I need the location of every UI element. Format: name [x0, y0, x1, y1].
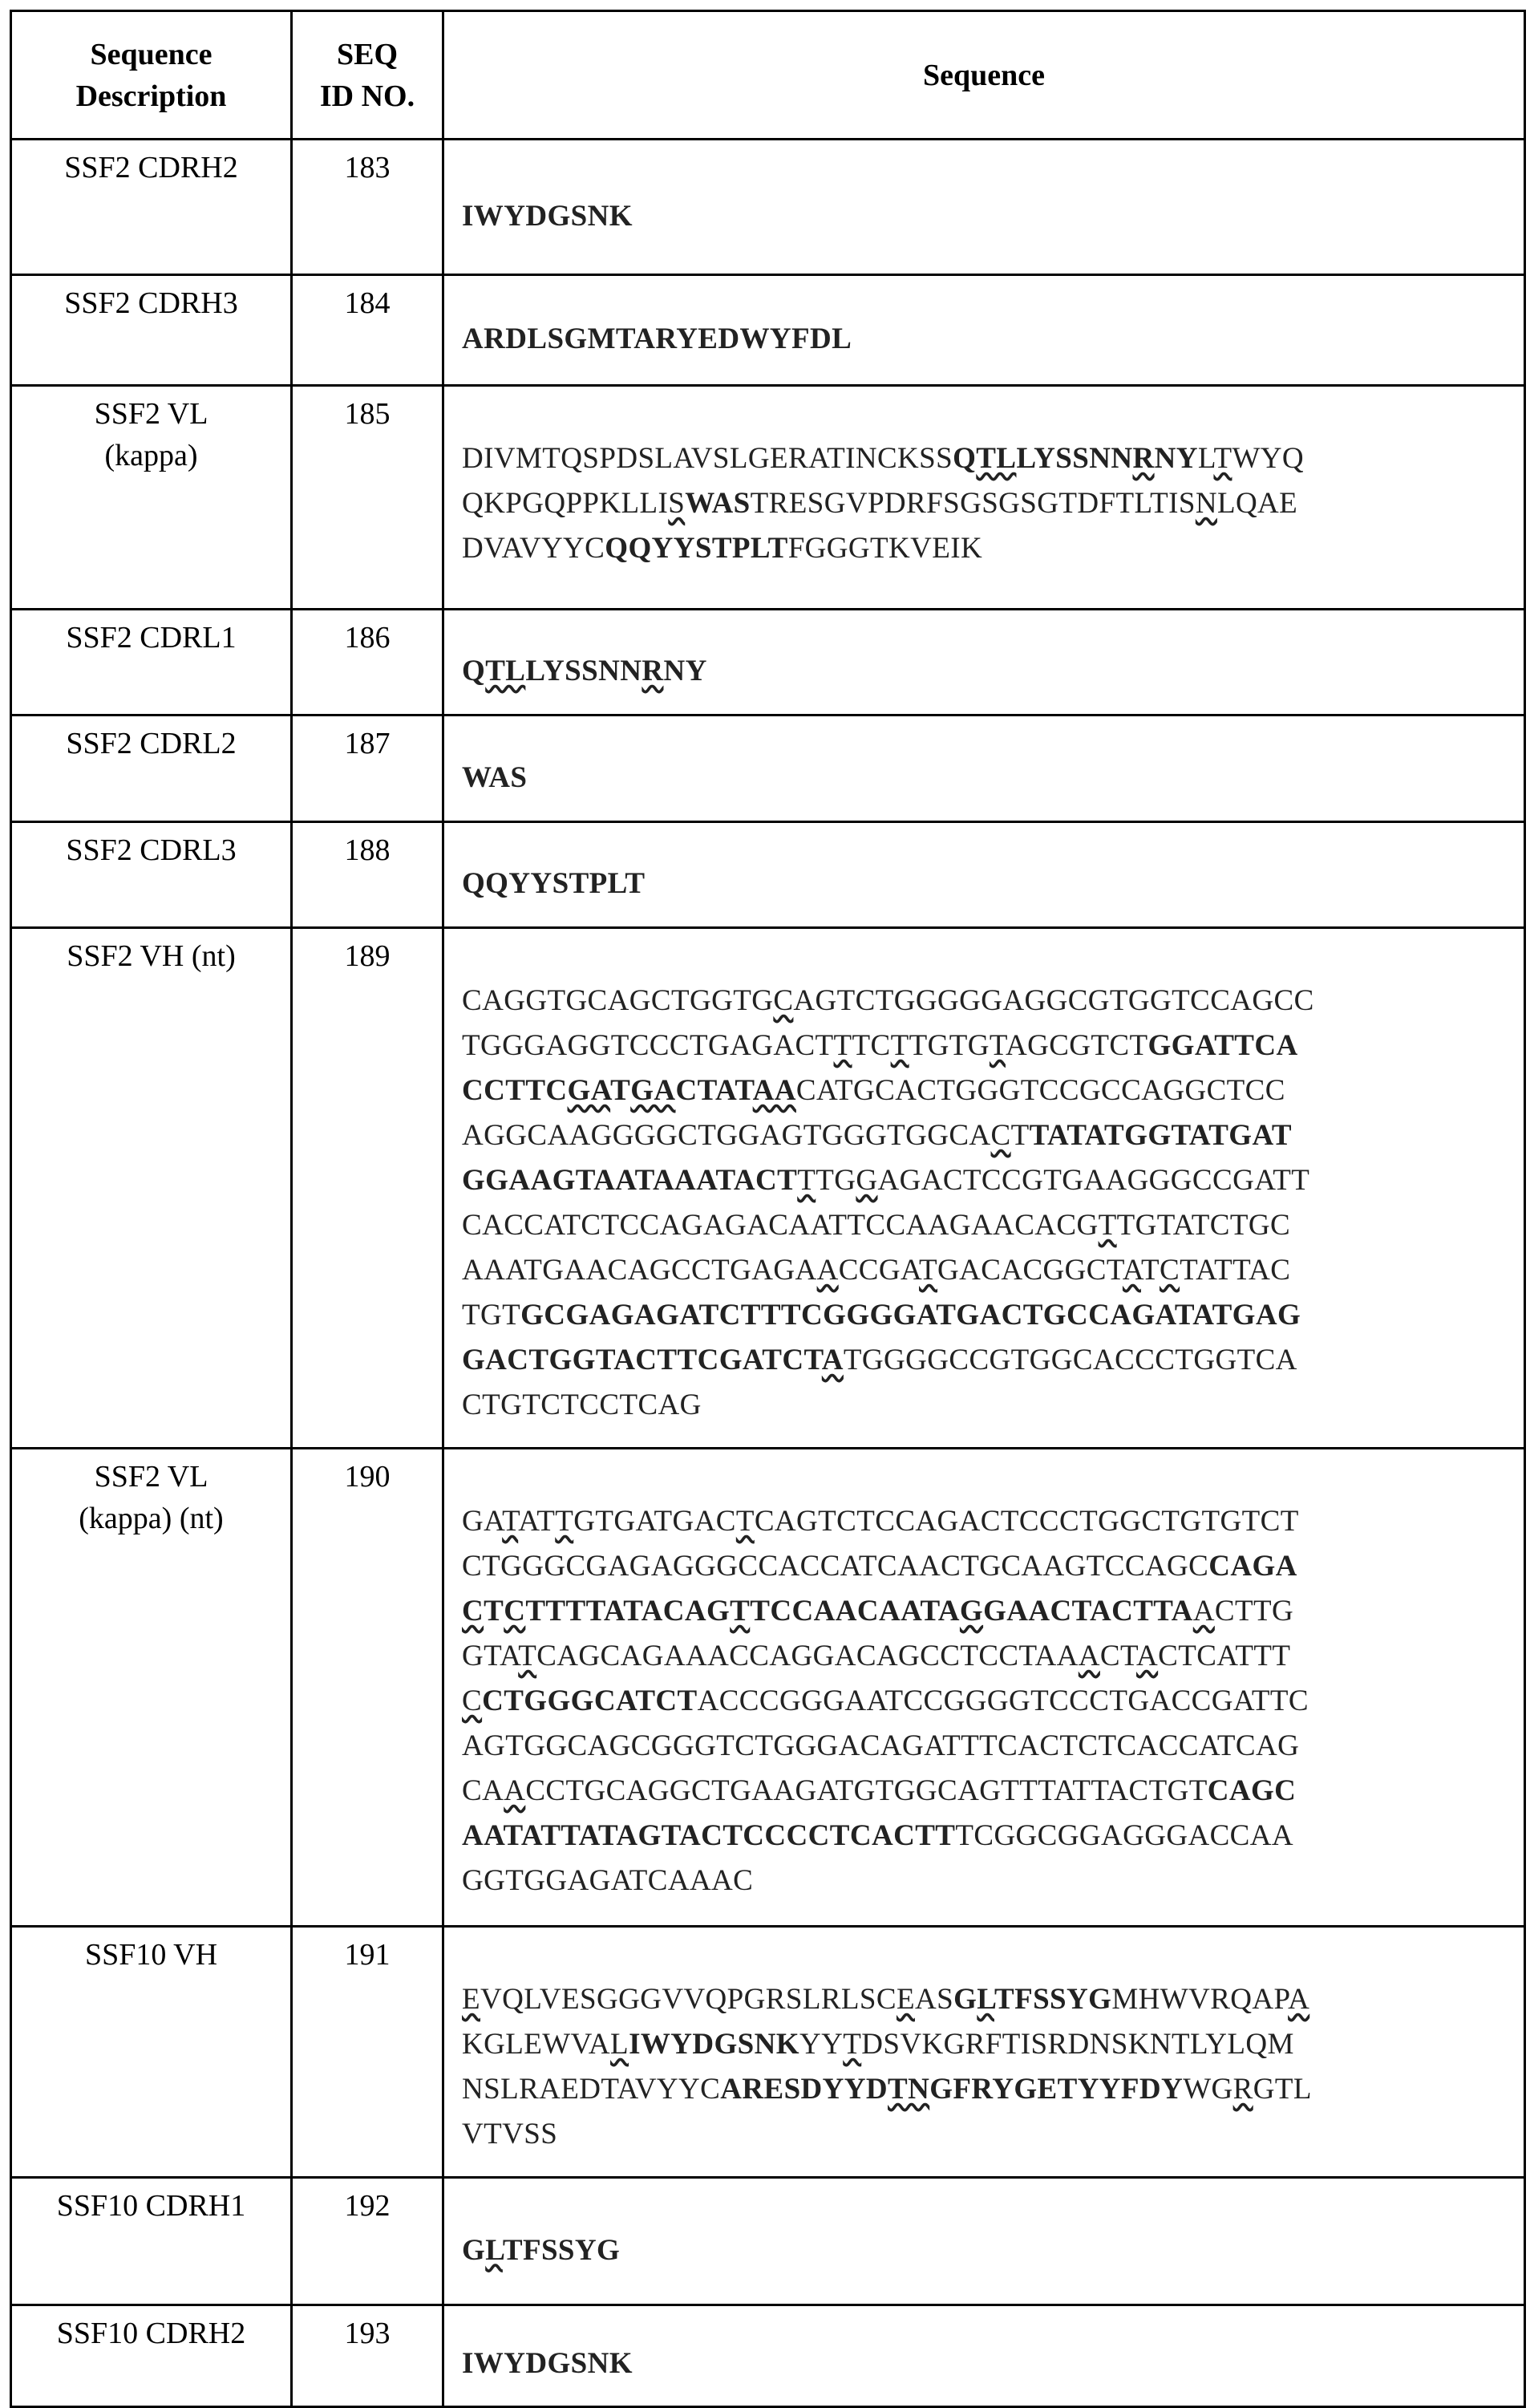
sequence-description: SSF2 CDRH3: [11, 275, 292, 386]
table-row: [11, 275, 1525, 386]
sequence-line: GGAAGTAATAAATACTTTGGAGACTCCGTGAAGGGCCGATT: [462, 1164, 1310, 1197]
seq-id-number: 188: [292, 822, 443, 928]
table-row: [11, 928, 1525, 1449]
sequence-line: AATATTATAGTACTCCCCTCACTTTCGGCGGAGGGACCAA: [462, 1819, 1293, 1852]
sequence-line: CCTGGGCATCTACCCGGGAATCCGGGGTCCCTGACCGATTC: [462, 1684, 1309, 1717]
sequence-description: SSF10 CDRH1: [11, 2178, 292, 2305]
sequence-description: SSF2 VL (kappa): [11, 386, 292, 610]
table-row: [11, 716, 1525, 822]
seq-id-number: 183: [292, 140, 443, 275]
sequence-text: [443, 1927, 1525, 2178]
sequence-line: IWYDGSNK: [462, 2347, 633, 2380]
table-header-row: [11, 11, 1525, 140]
sequence-line: EVQLVESGGGVVQPGRSLRLSCEASGLTFSSYGMHWVRQAPA: [462, 1983, 1310, 2016]
sequence-text: [443, 386, 1525, 610]
sequence-description: SSF2 CDRL2: [11, 716, 292, 822]
sequence-text: [443, 2178, 1525, 2305]
seq-id-number: 184: [292, 275, 443, 386]
seq-id-number: 193: [292, 2305, 443, 2407]
sequence-description: SSF2 VH (nt): [11, 928, 292, 1449]
sequence-description: SSF2 VL (kappa) (nt): [11, 1449, 292, 1927]
sequence-line: DVAVYYCQQYYSTPLTFGGGTKVEIK: [462, 532, 983, 565]
sequence-text: [443, 928, 1525, 1449]
sequence-line: QTLLYSSNNRNY: [462, 655, 707, 687]
sequence-line: GLTFSSYG: [462, 2233, 621, 2267]
sequence-description: SSF2 CDRL1: [11, 610, 292, 716]
sequence-text: [443, 2305, 1525, 2407]
seq-id-number: 185: [292, 386, 443, 610]
table-row: [11, 386, 1525, 610]
sequence-line: DIVMTQSPDSLAVSLGERATINCKSSQTLLYSSNNRNYLTWYQ: [462, 442, 1305, 475]
table-body: [11, 140, 1525, 2407]
sequence-description: SSF2 CDRL3: [11, 822, 292, 928]
sequence-line: AGTGGCAGCGGGTCTGGGACAGATTTCACTCTCACCATCAG: [462, 1729, 1300, 1762]
seq-id-number: 190: [292, 1449, 443, 1927]
sequence-description: SSF10 VH: [11, 1927, 292, 2178]
sequence-line: CTCTTTTATACAGTTCCAACAATAGGAACTACTTAACTTG: [462, 1595, 1294, 1628]
sequence-line: KGLEWVALIWYDGSNKYYTDSVKGRFTISRDNSKNTLYLQM: [462, 2028, 1294, 2061]
sequence-line: AGGCAAGGGGCTGGAGTGGGTGGCACTTATATGGTATGAT: [462, 1119, 1292, 1152]
sequence-text: [443, 275, 1525, 386]
sequence-line: GTATCAGCAGAAACCAGGACAGCCTCCTAAACTACTCATTT: [462, 1640, 1291, 1672]
sequence-line: QKPGQPPKLLISWASTRESGVPDRFSGSGSGTDFTLTISNLQAE: [462, 487, 1298, 520]
header-sequence: Sequence: [443, 11, 1525, 140]
sequence-line: GGTGGAGATCAAAC: [462, 1864, 754, 1897]
sequence-line: GACTGGTACTTCGATCTATGGGGCCGTGGCACCCTGGTCA: [462, 1344, 1297, 1376]
sequence-line: NSLRAEDTAVYYCARESDYYDTNGFRYGETYYFDYWGRGTL: [462, 2073, 1312, 2106]
sequence-description: SSF10 CDRH2: [11, 2305, 292, 2407]
seq-id-number: 191: [292, 1927, 443, 2178]
seq-id-number: 189: [292, 928, 443, 1449]
sequence-line: ARDLSGMTARYEDWYFDL: [462, 322, 852, 355]
sequence-line: CAACCTGCAGGCTGAAGATGTGGCAGTTTATTACTGTCAGC: [462, 1774, 1297, 1807]
sequence-text: [443, 822, 1525, 928]
sequence-text: [443, 610, 1525, 716]
sequence-line: CTGTCTCCTCAG: [462, 1388, 702, 1421]
sequence-line: CAGGTGCAGCTGGTGCAGTCTGGGGGAGGCGTGGTCCAGCC: [462, 984, 1314, 1017]
sequence-description: SSF2 CDRH2: [11, 140, 292, 275]
sequence-line: WAS: [462, 760, 528, 794]
table-row: [11, 2305, 1525, 2407]
table-row: [11, 2178, 1525, 2305]
sequence-line: CACCATCTCCAGAGACAATTCCAAGAACACGTTGTATCTGC: [462, 1209, 1291, 1242]
sequence-line: QQYYSTPLT: [462, 867, 646, 900]
seq-id-number: 186: [292, 610, 443, 716]
sequence-text: [443, 716, 1525, 822]
table-row: [11, 822, 1525, 928]
sequence-text: [443, 140, 1525, 275]
sequence-line: TGTGCGAGAGATCTTTCGGGGATGACTGCCAGATATGAG: [462, 1299, 1301, 1332]
table-row: [11, 1449, 1525, 1927]
sequence-line: CTGGGCGAGAGGGCCACCATCAACTGCAAGTCCAGCCAGA: [462, 1550, 1297, 1583]
table-row: [11, 1927, 1525, 2178]
header-description: Sequence Description: [11, 11, 292, 140]
table-row: [11, 610, 1525, 716]
sequence-table: [10, 10, 1526, 2408]
sequence-line: GATATTGTGATGACTCAGTCTCCAGACTCCCTGGCTGTGTCT: [462, 1505, 1299, 1538]
sequence-line: AAATGAACAGCCTGAGAACCGATGACACGGCTATCTATTAC: [462, 1254, 1291, 1287]
sequence-line: VTVSS: [462, 2118, 558, 2151]
sequence-line: TGGGAGGTCCCTGAGACTTTCTTGTGTAGCGTCTGGATTCA: [462, 1029, 1298, 1062]
table-row: [11, 140, 1525, 275]
header-seq-id: SEQ ID NO.: [292, 11, 443, 140]
seq-id-number: 192: [292, 2178, 443, 2305]
sequence-line: IWYDGSNK: [462, 199, 633, 233]
sequence-text: [443, 1449, 1525, 1927]
sequence-line: CCTTCGATGACTATAACATGCACTGGGTCCGCCAGGCTCC: [462, 1074, 1285, 1107]
seq-id-number: 187: [292, 716, 443, 822]
